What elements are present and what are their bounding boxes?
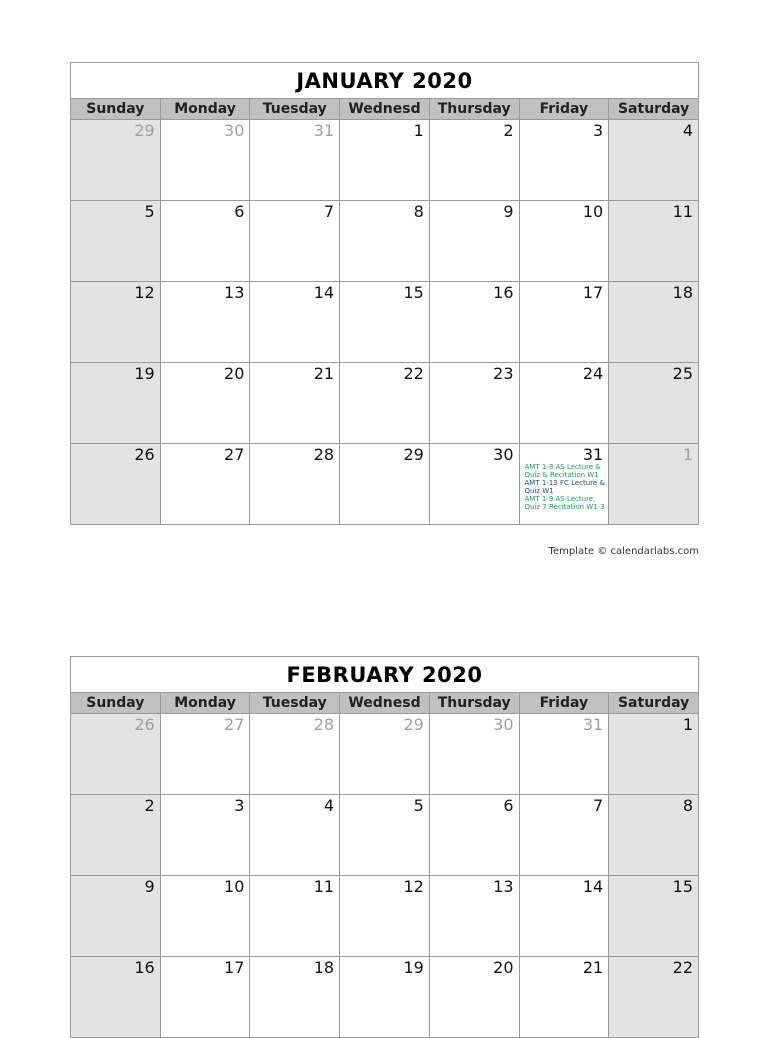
weekday-header: Saturday bbox=[609, 99, 699, 120]
weekday-header: Thursday bbox=[429, 99, 519, 120]
day-cell bbox=[429, 363, 519, 444]
calendar-event[interactable]: AMT 1-13 FC Lecture & Quiz W1 bbox=[524, 479, 605, 495]
day-number: 5 bbox=[413, 796, 424, 815]
day-number: 4 bbox=[323, 796, 335, 815]
day-cell bbox=[519, 120, 609, 201]
day-cell bbox=[609, 714, 699, 795]
week-row bbox=[71, 876, 699, 957]
day-cell bbox=[519, 714, 609, 795]
day-cell bbox=[71, 444, 161, 525]
week-row bbox=[71, 282, 699, 363]
day-number: 20 bbox=[224, 364, 245, 383]
day-number: 1 bbox=[413, 121, 424, 140]
weekday-header-row bbox=[71, 693, 699, 714]
day-cell bbox=[609, 876, 699, 957]
day-number: 14 bbox=[582, 877, 604, 896]
day-number: 20 bbox=[493, 958, 514, 977]
day-number: 30 bbox=[493, 715, 514, 734]
weekday-header: Tuesday bbox=[250, 99, 340, 120]
weekday-header: Wednesd bbox=[340, 99, 430, 120]
day-cell bbox=[71, 201, 161, 282]
day-number: 7 bbox=[323, 202, 335, 221]
day-number: 6 bbox=[503, 796, 514, 815]
calendar-event[interactable]: AMT 1-9 AS Lecture, Quiz 7 Recitation W1-3 bbox=[524, 495, 605, 511]
month-grid-february bbox=[70, 692, 699, 1038]
weekday-header: Monday bbox=[160, 99, 250, 120]
day-cell bbox=[340, 876, 430, 957]
weekday-header-row bbox=[71, 99, 699, 120]
weekday-header: Thursday bbox=[429, 693, 519, 714]
week-row bbox=[71, 957, 699, 1038]
day-number: 15 bbox=[672, 877, 693, 896]
day-number: 3 bbox=[593, 121, 604, 140]
day-number: 21 bbox=[313, 364, 335, 383]
day-cell bbox=[250, 444, 340, 525]
day-cell bbox=[609, 444, 699, 525]
day-number: 4 bbox=[682, 121, 693, 140]
day-number: 18 bbox=[672, 283, 693, 302]
day-number: 28 bbox=[313, 715, 335, 734]
weekday-header: Friday bbox=[519, 693, 609, 714]
day-number: 27 bbox=[224, 445, 245, 464]
day-number: 31 bbox=[313, 121, 335, 140]
day-number: 30 bbox=[224, 121, 245, 140]
day-number: 13 bbox=[493, 877, 514, 896]
day-cell-with-events bbox=[519, 444, 609, 525]
day-number: 11 bbox=[672, 202, 693, 221]
day-cell bbox=[160, 795, 250, 876]
day-number: 28 bbox=[313, 445, 335, 464]
day-number: 2 bbox=[144, 796, 155, 815]
day-number: 8 bbox=[682, 796, 693, 815]
day-number: 13 bbox=[224, 283, 245, 302]
day-number: 18 bbox=[313, 958, 335, 977]
day-number: 26 bbox=[134, 715, 155, 734]
day-number: 12 bbox=[403, 877, 424, 896]
day-cell bbox=[340, 201, 430, 282]
day-cell bbox=[429, 444, 519, 525]
calendar-january bbox=[70, 62, 699, 525]
template-credit: Template © calendarlabs.com bbox=[548, 546, 699, 557]
day-cell bbox=[519, 876, 609, 957]
day-cell bbox=[429, 282, 519, 363]
day-cell bbox=[160, 120, 250, 201]
event-list bbox=[525, 463, 606, 511]
month-title-january: JANUARY 2020 bbox=[70, 62, 699, 98]
day-cell bbox=[429, 957, 519, 1038]
day-cell bbox=[609, 795, 699, 876]
day-cell bbox=[160, 957, 250, 1038]
day-cell bbox=[519, 201, 609, 282]
month-title-february: FEBRUARY 2020 bbox=[70, 656, 699, 692]
day-number: 29 bbox=[134, 121, 155, 140]
day-cell bbox=[429, 795, 519, 876]
day-cell bbox=[519, 363, 609, 444]
day-number: 9 bbox=[503, 202, 514, 221]
weekday-header: Tuesday bbox=[250, 693, 340, 714]
day-number: 17 bbox=[582, 283, 604, 302]
day-cell bbox=[429, 876, 519, 957]
day-cell bbox=[340, 795, 430, 876]
day-number: 25 bbox=[672, 364, 693, 383]
day-number: 21 bbox=[582, 958, 604, 977]
day-number: 11 bbox=[313, 877, 335, 896]
week-row bbox=[71, 795, 699, 876]
day-cell bbox=[609, 282, 699, 363]
day-number: 3 bbox=[234, 796, 245, 815]
day-cell bbox=[250, 201, 340, 282]
month-grid-january bbox=[70, 98, 699, 525]
day-number: 22 bbox=[403, 364, 424, 383]
day-cell bbox=[519, 795, 609, 876]
weekday-header: Sunday bbox=[71, 99, 161, 120]
day-cell bbox=[250, 957, 340, 1038]
weekday-header: Wednesd bbox=[340, 693, 430, 714]
day-number: 29 bbox=[403, 715, 424, 734]
calendar-event[interactable]: AMT 1-8 AS Lecture & Quiz & Recitation W1 bbox=[524, 463, 601, 479]
day-cell bbox=[71, 876, 161, 957]
weekday-header: Monday bbox=[160, 693, 250, 714]
day-number: 1 bbox=[682, 715, 693, 734]
day-number: 31 bbox=[582, 445, 604, 464]
day-number: 29 bbox=[403, 445, 424, 464]
day-cell bbox=[609, 120, 699, 201]
week-row bbox=[71, 201, 699, 282]
day-cell bbox=[429, 714, 519, 795]
day-cell bbox=[160, 363, 250, 444]
day-number: 19 bbox=[403, 958, 424, 977]
week-row bbox=[71, 714, 699, 795]
day-number: 30 bbox=[493, 445, 514, 464]
weekday-header: Sunday bbox=[71, 693, 161, 714]
day-cell bbox=[609, 363, 699, 444]
day-number: 23 bbox=[493, 364, 514, 383]
day-cell bbox=[160, 201, 250, 282]
day-number: 24 bbox=[582, 364, 604, 383]
day-cell bbox=[340, 444, 430, 525]
day-number: 10 bbox=[224, 877, 245, 896]
weekday-header: Saturday bbox=[609, 693, 699, 714]
day-cell bbox=[71, 714, 161, 795]
day-cell bbox=[519, 282, 609, 363]
day-cell bbox=[250, 876, 340, 957]
day-cell bbox=[429, 201, 519, 282]
day-cell bbox=[340, 363, 430, 444]
day-cell bbox=[340, 957, 430, 1038]
day-cell bbox=[250, 282, 340, 363]
day-number: 10 bbox=[582, 202, 604, 221]
day-cell bbox=[609, 201, 699, 282]
day-number: 2 bbox=[503, 121, 514, 140]
day-number: 12 bbox=[134, 283, 155, 302]
day-number: 5 bbox=[144, 202, 155, 221]
day-cell bbox=[71, 363, 161, 444]
day-cell bbox=[340, 714, 430, 795]
day-number: 16 bbox=[134, 958, 155, 977]
day-cell bbox=[250, 363, 340, 444]
weekday-header: Friday bbox=[519, 99, 609, 120]
day-cell bbox=[250, 795, 340, 876]
day-number: 9 bbox=[144, 877, 155, 896]
day-cell bbox=[160, 282, 250, 363]
day-number: 1 bbox=[682, 445, 693, 464]
day-number: 15 bbox=[403, 283, 424, 302]
day-number: 19 bbox=[134, 364, 155, 383]
day-number: 14 bbox=[313, 283, 335, 302]
week-row bbox=[71, 444, 699, 525]
day-number: 26 bbox=[134, 445, 155, 464]
calendar-february bbox=[70, 656, 699, 1038]
day-cell bbox=[250, 120, 340, 201]
day-cell bbox=[609, 957, 699, 1038]
day-cell bbox=[71, 795, 161, 876]
day-cell bbox=[71, 282, 161, 363]
week-row bbox=[71, 120, 699, 201]
day-cell bbox=[71, 120, 161, 201]
day-number: 22 bbox=[672, 958, 693, 977]
day-cell bbox=[340, 120, 430, 201]
day-cell bbox=[429, 120, 519, 201]
day-cell bbox=[340, 282, 430, 363]
day-cell bbox=[519, 957, 609, 1038]
day-cell bbox=[160, 876, 250, 957]
day-cell bbox=[160, 444, 250, 525]
day-cell bbox=[160, 714, 250, 795]
day-number: 8 bbox=[413, 202, 424, 221]
day-number: 27 bbox=[224, 715, 245, 734]
day-cell bbox=[71, 957, 161, 1038]
day-number: 17 bbox=[224, 958, 245, 977]
day-number: 16 bbox=[493, 283, 514, 302]
day-number: 6 bbox=[234, 202, 245, 221]
day-cell bbox=[250, 714, 340, 795]
week-row bbox=[71, 363, 699, 444]
day-number: 7 bbox=[593, 796, 604, 815]
day-number: 31 bbox=[582, 715, 604, 734]
